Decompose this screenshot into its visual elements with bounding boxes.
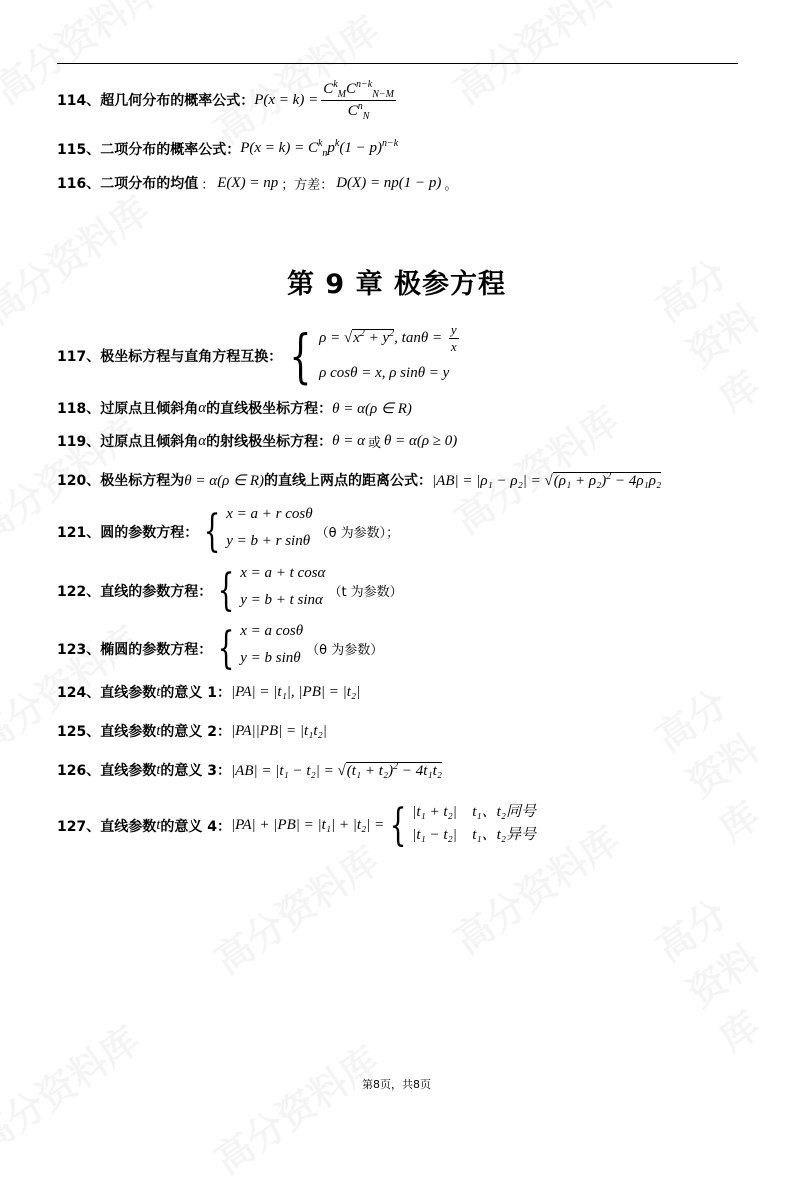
equation-system <box>212 565 325 616</box>
formula: $|AB| = |\rho_1 - \rho_2| = √(\rho_1 + \rho_2)^2 - 4\rho_1\rho_2$ <box>432 470 662 489</box>
item-label: 圆的参数方程： <box>100 524 199 541</box>
watermark <box>201 1030 388 1184</box>
brace: { <box>217 565 235 616</box>
note: （θ 为参数）； <box>315 526 400 541</box>
watermark <box>0 180 159 334</box>
brace: { <box>389 800 407 851</box>
formula-117 <box>57 322 462 390</box>
formula-119 <box>57 431 457 451</box>
formula: |PA||PB| = |t₁t₂| <box>231 722 327 739</box>
sup: k <box>317 138 323 149</box>
formula: $|AB| = |t_1 - t_2| = √(t_1 + t_2)^2 - 4t_1t_2$ <box>231 760 442 779</box>
formula-114 <box>57 78 399 122</box>
formula: θ = α(ρ ≥ 0) <box>384 432 458 449</box>
part: , tanθ = <box>394 329 446 346</box>
item-label: 二项分布的均值 <box>100 176 199 192</box>
brace: { <box>217 623 235 674</box>
formula-123 <box>57 623 386 674</box>
item-number: 121、 <box>57 524 101 541</box>
case-condition: t₁、t₂异号 <box>472 827 537 843</box>
or: 或 <box>367 435 381 451</box>
alpha: α <box>198 432 207 449</box>
item-label: 的意义 2： <box>160 724 232 740</box>
alpha: α <box>198 399 207 416</box>
item-label: 二项分布的概率公式： <box>100 141 241 158</box>
formula: θ = α <box>332 432 365 449</box>
header-rule <box>57 63 738 64</box>
part: (ρ₁ + ρ₂) <box>553 472 607 489</box>
case-condition: t₁、t₂同号 <box>472 804 537 820</box>
piecewise <box>384 800 536 851</box>
formula: |PA| = |t₁|, |PB| = |t₂| <box>231 683 361 700</box>
formula-122 <box>57 565 406 616</box>
sup: 2 <box>389 327 395 339</box>
case-2 <box>412 823 536 844</box>
item-label: 极坐标方程与直角方程互换： <box>100 349 283 365</box>
sup: n <box>357 100 363 112</box>
item-label: 超几何分布的概率公式： <box>100 93 255 109</box>
part: ρ = <box>319 329 344 346</box>
item-label: 直线的参数方程： <box>100 583 213 600</box>
item-number: 122、 <box>57 583 101 600</box>
item-number: 114、 <box>57 93 101 109</box>
part: (t₁ + t₂) <box>346 762 394 779</box>
part: + y <box>364 329 390 346</box>
formula-127 <box>57 800 536 851</box>
c: C <box>346 80 357 97</box>
watermark <box>441 0 628 115</box>
line-2: ρ cosθ = x, ρ sinθ = y <box>319 365 450 381</box>
formula-120 <box>57 470 661 490</box>
sup: k <box>333 78 338 90</box>
colon: ： <box>201 177 215 193</box>
item-label: 的意义 3： <box>160 763 232 779</box>
t-symbol: t <box>156 817 161 833</box>
c: C <box>323 80 334 97</box>
formula: |PA| + |PB| = |t₁| + |t₂| = <box>231 817 385 833</box>
lines <box>240 565 325 609</box>
note: （t 为参数） <box>328 585 403 600</box>
case-1 <box>412 800 536 821</box>
sup: 2 <box>606 470 612 482</box>
part: x <box>353 329 360 346</box>
part: − 4t₁t₂ <box>398 762 442 779</box>
formula: θ = α(ρ ∈ R) <box>332 400 412 417</box>
variance-formula: D(X) = np(1 − p) <box>336 174 442 191</box>
item-number: 117、 <box>57 349 101 365</box>
formula-lhs: P(x = k) = <box>254 91 319 108</box>
line-2: y = b + t sinα <box>240 592 323 608</box>
c: C <box>347 102 358 119</box>
formula-118 <box>57 398 412 418</box>
formula-124 <box>57 682 360 702</box>
part: p <box>327 140 335 156</box>
t-symbol: t <box>156 722 161 739</box>
item-number: 116、 <box>57 176 101 192</box>
formula <box>240 138 398 159</box>
formula: θ = α(ρ ∈ R) <box>184 472 265 489</box>
mean-formula: E(X) = np <box>217 174 279 191</box>
item-number: 123、 <box>57 641 101 658</box>
formula-126 <box>57 760 442 780</box>
formula-125 <box>57 721 327 741</box>
item-label: 椭圆的参数方程： <box>100 641 213 658</box>
period: 。 <box>444 177 458 193</box>
item-label: 直线参数 <box>100 818 157 835</box>
line-1: x = a cosθ <box>240 623 304 639</box>
variance-label: ；方差： <box>281 177 334 193</box>
brace: { <box>289 322 312 390</box>
note: （θ 为参数） <box>306 643 384 658</box>
case-expr: |t₁ + t₂| <box>412 804 457 820</box>
watermark <box>441 390 628 544</box>
line-1: x = a + t cosα <box>240 565 326 581</box>
case-expr: |t₁ − t₂| <box>412 827 457 843</box>
sub: N <box>362 110 370 122</box>
equation-system <box>212 623 303 674</box>
item-label: 的意义 1： <box>160 685 232 701</box>
chapter-title: 第 9 章 极参方程 <box>287 269 506 300</box>
part: |AB| = |t₁ − t₂| = <box>231 762 338 779</box>
lines <box>226 506 312 550</box>
item-label: 过原点且倾斜角 <box>100 434 199 450</box>
watermark <box>201 830 388 984</box>
item-number: 119、 <box>57 434 101 450</box>
item-label: 直线参数 <box>100 763 157 779</box>
line-2: y = b + r sinθ <box>226 533 311 549</box>
t-symbol: t <box>156 683 161 700</box>
item-number: 115、 <box>57 141 101 158</box>
part: P(x = k) = C <box>240 140 318 156</box>
watermark <box>643 863 793 1063</box>
formula-121 <box>57 506 402 557</box>
lines <box>240 623 303 667</box>
item-number: 124、 <box>57 685 101 701</box>
watermark <box>643 653 793 853</box>
item-label: 过原点且倾斜角 <box>100 401 199 417</box>
page-footer: 第8页，共8页 <box>362 1078 431 1091</box>
part: − 4ρ₁ρ₂ <box>611 472 662 489</box>
item-label: 的直线上两点的距离公式： <box>264 473 433 489</box>
sup: k <box>334 138 340 149</box>
sub: N−M <box>372 88 394 100</box>
sub: n <box>322 148 328 159</box>
line-2: y = b sinθ <box>240 650 301 666</box>
brace: { <box>203 506 221 557</box>
denominator: x <box>450 339 457 354</box>
formula-116 <box>57 173 460 193</box>
equation-system <box>198 506 312 557</box>
numerator: y <box>450 322 457 337</box>
item-label: 极坐标方程为 <box>100 473 185 489</box>
formula-115 <box>57 138 398 159</box>
line-1: x = a + r cosθ <box>226 506 313 522</box>
line-1: $\rho = √x^2 + y^2$, tanθ = $\frac{y}{x}$ <box>319 322 457 354</box>
lines <box>319 322 461 382</box>
item-label: 直线参数 <box>100 685 157 701</box>
sup: n−k <box>356 78 373 90</box>
item-label: 的直线极坐标方程： <box>206 401 333 417</box>
item-label: 直线参数 <box>100 724 157 740</box>
item-number: 126、 <box>57 763 101 779</box>
sup: 2 <box>359 327 365 339</box>
item-number: 118、 <box>57 401 101 417</box>
item-label: 的射线极坐标方程： <box>206 434 333 450</box>
part: |AB| = |ρ₁ − ρ₂| = <box>432 472 545 489</box>
fraction <box>321 79 396 122</box>
t-symbol: t <box>156 761 161 778</box>
sup: n−k <box>381 138 399 149</box>
sub: M <box>337 88 347 100</box>
watermark <box>643 223 793 423</box>
sup: 2 <box>393 760 399 772</box>
item-number: 125、 <box>57 724 101 740</box>
part: (1 − p) <box>339 140 382 156</box>
item-number: 127、 <box>57 818 101 835</box>
equation-system <box>282 322 461 390</box>
lines <box>412 800 536 844</box>
item-number: 120、 <box>57 473 101 489</box>
item-label: 的意义 4： <box>160 818 232 835</box>
